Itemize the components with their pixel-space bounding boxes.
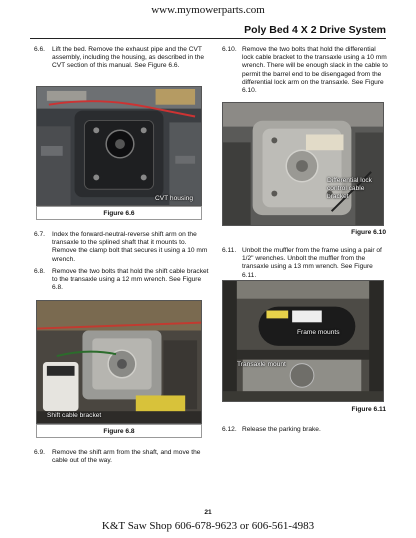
figure-6-8-caption: Figure 6.8 xyxy=(103,428,135,435)
section-title: Poly Bed 4 X 2 Drive System xyxy=(244,24,386,36)
header-rule xyxy=(30,38,386,39)
step-text: Release the parking brake. xyxy=(242,426,321,433)
step-text: Lift the bed. Remove the exhaust pipe and the CVT assembly, including the housing, as described in the CVT section of this manual. See Figure 6.6. xyxy=(52,46,204,70)
step-6-8 xyxy=(34,268,210,294)
figure-6-6-caption: Figure 6.6 xyxy=(103,210,135,217)
figure-6-6-photo xyxy=(36,86,202,206)
step-6-7 xyxy=(34,231,210,265)
step-number: 6.6. xyxy=(34,46,45,53)
step-6-9 xyxy=(34,449,210,467)
photo-label-differential-lock-line2: control cable xyxy=(327,185,365,192)
step-number: 6.10. xyxy=(222,46,237,53)
photo-label-differential-lock-line3: bracket xyxy=(327,193,349,200)
figure-6-11-caption: Figure 6.11 xyxy=(351,406,386,413)
step-6-11 xyxy=(222,247,388,279)
step-number: 6.11. xyxy=(222,247,237,254)
figure-6-11-photo xyxy=(222,280,384,402)
photo-label-shift-cable-bracket: Shift cable bracket xyxy=(47,412,102,419)
step-number: 6.8. xyxy=(34,268,45,275)
photo-label-differential-lock-line1: Differential lock xyxy=(327,177,372,184)
step-6-6 xyxy=(34,46,210,80)
step-number: 6.12. xyxy=(222,426,237,433)
figure-6-8-photo xyxy=(36,300,202,424)
step-text: Unbolt the muffler from the frame using a pair of 1/2" wrenches. Unbolt the muffler from the transaxle using a 13 mm wrench. See Figure 6.11. xyxy=(242,247,382,279)
step-6-12 xyxy=(222,426,388,436)
photo-label-cvt-housing: CVT housing xyxy=(155,195,193,202)
step-number: 6.9. xyxy=(34,449,45,456)
figure-6-10-photo xyxy=(222,102,384,226)
page-number: 21 xyxy=(204,509,212,516)
step-text: Remove the shift arm from the shaft, and move the cable out of the way. xyxy=(52,449,201,465)
step-6-10 xyxy=(222,46,388,96)
site-url: www.mymowerparts.com xyxy=(151,4,265,16)
footer-contact: K&T Saw Shop 606-678-9623 or 606-561-4983 xyxy=(101,520,315,532)
step-text: Index the forward-neutral-reverse shift arm on the transaxle to the splined shaft that it mounts to. Remove the clamp bolt that secures it using a 10 mm wrench. xyxy=(52,231,208,263)
step-text: Remove the two bolts that hold the differential lock cable bracket to the transaxle using a 10 mm wrench. There will be enough slack in the cable to permit the barrel end to be disengaged from the differential lock arm on the transaxle. See Figure 6.10. xyxy=(242,46,388,95)
photo-label-transaxle-mount: Transaxle mount xyxy=(237,361,286,368)
photo-label-frame-mounts: Frame mounts xyxy=(297,329,340,336)
step-text: Remove the two bolts that hold the shift cable bracket to the transaxle using a 12 mm wrench. See Figure 6.8. xyxy=(52,268,209,292)
step-number: 6.7. xyxy=(34,231,45,238)
figure-6-10-caption: Figure 6.10 xyxy=(351,229,386,236)
